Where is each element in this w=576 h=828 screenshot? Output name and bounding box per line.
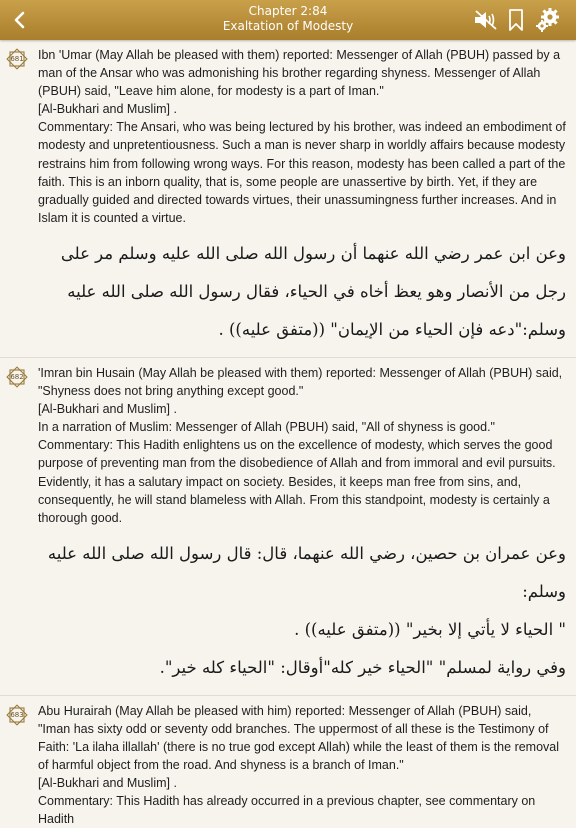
arabic-line: " الحياء لا يأتي إلا بخير" ((متفق عليه)) . (294, 619, 566, 639)
hadith-arabic: وعن ابن عمر رضي الله عنهما أن رسول الله صلى الله عليه وسلم مر على رجل من الأنصار وهو يعظ أخاه في الحياء، فقال رسول الله صلى الله عليه وسلم:"دعه فإن الحياء من الإيمان" ((متفق عليه)) . (60, 243, 566, 339)
hadith-english (38, 364, 566, 527)
bookmark-icon (508, 8, 524, 32)
gear-icon (535, 7, 561, 33)
hadith-text: Abu Hurairah (May Allah be pleased with him) reported: Messenger of Allah (PBUH) said, "Iman has sixty odd or seventy odd branches. The uppermost of all these is the Testimony of Faith: 'La ilaha illallah' (there is no true god except Allah) while the least of them is the removal of harmful object from the road. And shyness is a branch of Iman." (38, 703, 560, 773)
settings-button[interactable] (534, 6, 562, 34)
mute-button[interactable] (472, 6, 500, 34)
hadith-list[interactable] (0, 40, 576, 827)
back-button[interactable] (6, 6, 34, 34)
hadith-commentary: Commentary: This Hadith enlightens us on the excellence of modesty, which serves the good purpose of preventing man from the disobedience of Allah and from immoral and evil pursuits. Evidently, it has a salutary impact on society. Besides, it keeps man free from sins, and, consequently, he will stand blameless with Allah. From this standpoint, modesty is certainly a thorough good. (38, 438, 556, 525)
hadith-number-badge (6, 704, 28, 726)
hadith-number: 683 (10, 710, 24, 719)
speaker-muted-icon (473, 9, 499, 31)
hadith-english (38, 46, 566, 227)
page-title: Exaltation of Modesty (222, 19, 354, 33)
hadith-commentary: Commentary: The Ansari, who was being lectured by his brother, was indeed an embodiment of modesty and unpretentiousness. Such a man is never sharp in worldly affairs because modesty restrains him from following wrong ways. For this reason, modesty has been called a part of the faith. This is an inborn quality, that is, some people are unassertive by birth. Yet, if they are gradually guided and directed towards virtues, their unassumingness further increases. And in Islam it is counted a virtue. (38, 120, 566, 225)
hadith-text: Ibn 'Umar (May Allah be pleased with them) reported: Messenger of Allah (PBUH) passed by a man of the Ansar who was admonishing his brother regarding shyness. Messenger of Allah (PBUH) said, "Leave him alone, for modesty is a part of Iman." (38, 48, 561, 99)
hadith-number: 681 (10, 55, 24, 63)
arabic-line: وفي رواية لمسلم" "الحياء خير كله"أوقال: "الحياء كله خير". (159, 657, 566, 677)
hadith-number: 682 (10, 372, 24, 381)
hadith-681 (0, 40, 576, 358)
header-bar (0, 0, 576, 40)
chevron-left-icon (12, 10, 28, 30)
hadith-reference: [Al-Bukhari and Muslim] . (38, 102, 177, 117)
hadith-number-badge (6, 48, 28, 70)
hadith-683 (0, 696, 576, 828)
hadith-text: 'Imran bin Husain (May Allah be pleased with them) reported: Messenger of Allah (PBUH) said, "Shyness does not bring anything except good." (38, 365, 563, 399)
hadith-reference: [Al-Bukhari and Muslim] . (38, 776, 177, 791)
header-titles (150, 4, 426, 34)
hadith-reference: [Al-Bukhari and Muslim] . (38, 402, 177, 417)
hadith-682 (0, 358, 576, 696)
chapter-label: Chapter 2:84 (248, 4, 328, 18)
hadith-narration: In a narration of Muslim: Messenger of Allah (PBUH) said, "All of shyness is good." (38, 420, 495, 435)
hadith-arabic (30, 527, 566, 695)
hadith-commentary: Commentary: This Hadith has already occurred in a previous chapter, see commentary on Hadith (38, 794, 536, 827)
bookmark-button[interactable] (502, 6, 530, 34)
arabic-line: وعن عمران بن حصين، رضي الله عنهما، قال: قال رسول الله صلى الله عليه وسلم: (47, 543, 566, 601)
hadith-number-badge (6, 366, 28, 388)
hadith-english (38, 702, 566, 828)
